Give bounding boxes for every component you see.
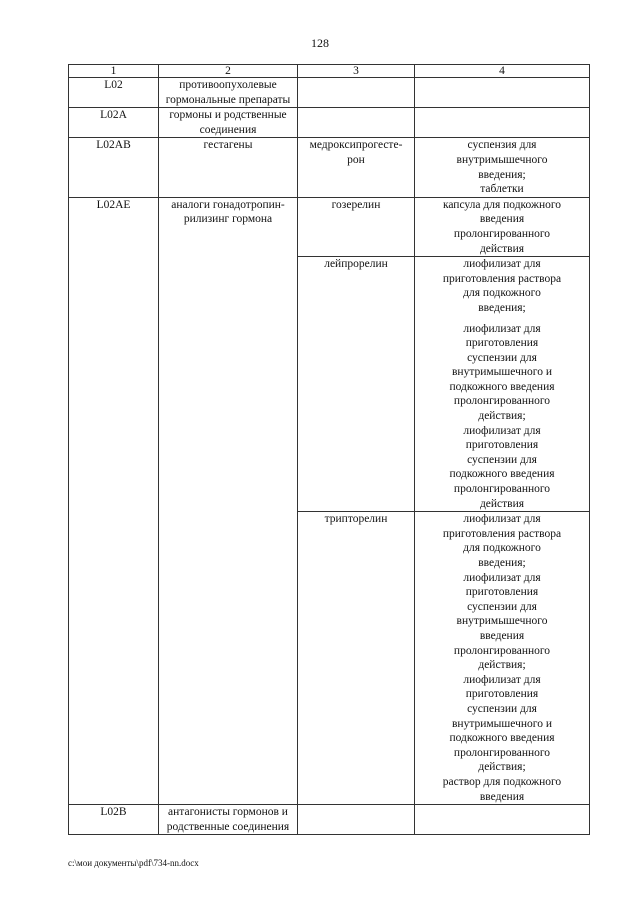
group-name: противоопухолевые гормональные препараты <box>159 78 298 108</box>
table-row <box>69 138 590 197</box>
table-header-row <box>69 65 590 78</box>
drug-cell <box>298 805 415 835</box>
group-name: гестагены <box>159 138 298 197</box>
drug-name: лейпрорелин <box>298 257 415 512</box>
atc-code: L02B <box>69 805 159 835</box>
drug-cell <box>298 78 415 108</box>
drug-name: трипторелин <box>298 512 415 805</box>
table-row <box>69 197 590 256</box>
dosage-forms: капсула для подкожного введения пролонгированного действия <box>415 197 590 256</box>
header-col-2: 2 <box>159 65 298 78</box>
form-cell <box>415 78 590 108</box>
drug-table <box>68 64 590 835</box>
dosage-form-block: лиофилизат для приготовления раствора для подкожного введения; <box>442 258 562 314</box>
table-row <box>69 78 590 108</box>
atc-code: L02A <box>69 108 159 138</box>
page-number: 128 <box>311 36 329 50</box>
form-cell <box>415 805 590 835</box>
header-col-4: 4 <box>415 65 590 78</box>
dosage-forms: суспензия для внутримышечного введения; таблетки <box>415 138 590 197</box>
atc-code: L02AB <box>69 138 159 197</box>
header-col-1: 1 <box>69 65 159 78</box>
group-name: аналоги гонадотропин- рилизинг гормона <box>159 197 298 804</box>
dosage-forms <box>415 257 590 512</box>
drug-name: медроксипрогесте- рон <box>298 138 415 197</box>
file-path-footer: c:\мои документы\pdf\734-nn.docx <box>68 858 199 868</box>
drug-cell <box>298 108 415 138</box>
atc-code: L02AE <box>69 197 159 804</box>
table-row <box>69 805 590 835</box>
dosage-forms: лиофилизат для приготовления раствора для подкожного введения; лиофилизат для приготовления суспензии для внутримышечного введения пролонгированного действия; лиофилизат для приготовления суспензии для внутримышечного и подкожного введения пролонгированного действия; раствор для подкожного введения <box>415 512 590 805</box>
form-cell <box>415 108 590 138</box>
drug-name: гозерелин <box>298 197 415 256</box>
header-col-3: 3 <box>298 65 415 78</box>
group-name: антагонисты гормонов и родственные соединения <box>159 805 298 835</box>
dosage-form-block: лиофилизат для приготовления суспензии для внутримышечного и подкожного введения пролонгированного действия; лиофилизат для приготовления суспензии для подкожного введения пролонгированного действия <box>449 322 555 510</box>
table-row <box>69 108 590 138</box>
atc-code: L02 <box>69 78 159 108</box>
group-name: гормоны и родственные соединения <box>159 108 298 138</box>
